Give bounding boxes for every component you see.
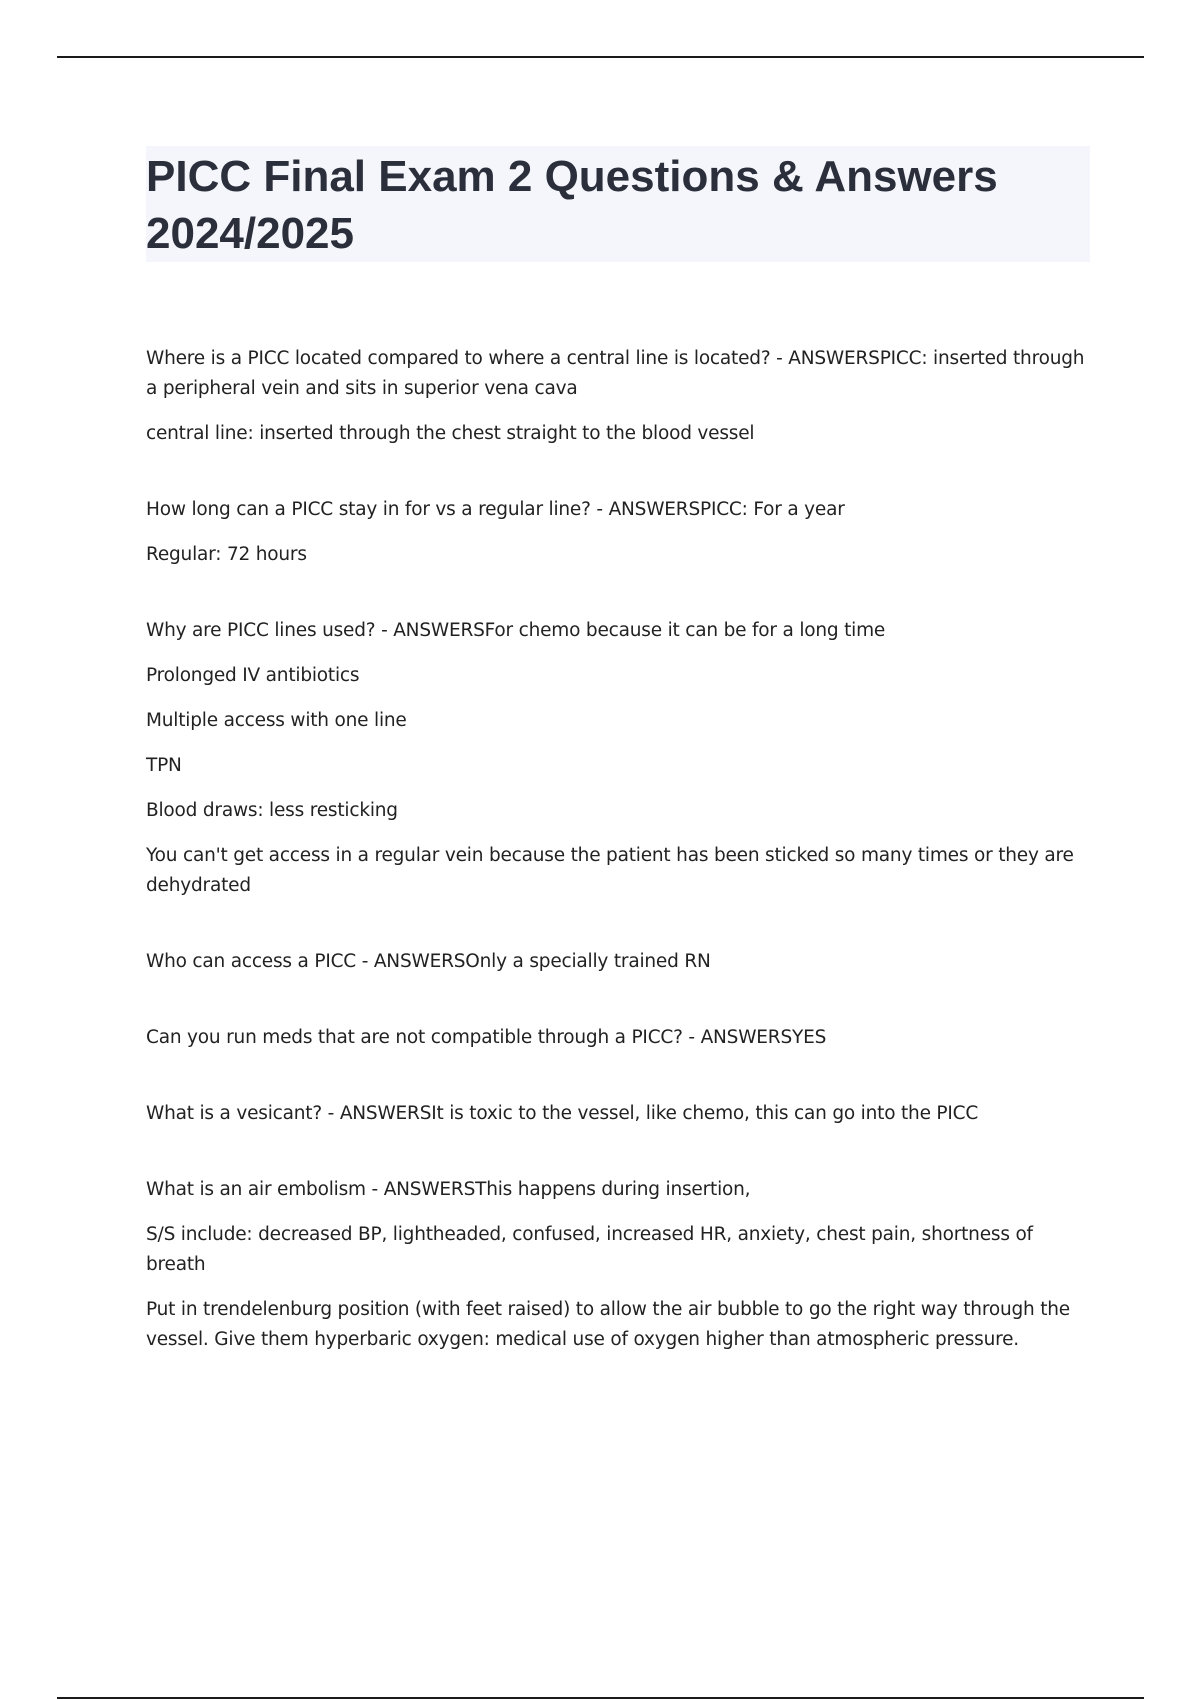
qa-block-1 bbox=[146, 344, 1096, 449]
qa-block-6 bbox=[146, 1099, 1096, 1129]
qa-paragraph: Regular: 72 hours bbox=[146, 544, 307, 565]
qa-paragraph: Where is a PICC located compared to where a central line is located? - ANSWERSPICC: inserted through a peripheral vein and sits in superior vena cava bbox=[146, 348, 1085, 399]
qa-paragraph: Who can access a PICC - ANSWERSOnly a specially trained RN bbox=[146, 951, 711, 972]
qa-paragraph: You can't get access in a regular vein because the patient has been sticked so many times or they are dehydrated bbox=[146, 845, 1074, 896]
qa-paragraph: Blood draws: less resticking bbox=[146, 800, 398, 821]
qa-paragraph: Why are PICC lines used? - ANSWERSFor chemo because it can be for a long time bbox=[146, 620, 886, 641]
qa-block-7 bbox=[146, 1175, 1096, 1355]
qa-block-3 bbox=[146, 616, 1096, 901]
qa-paragraph: Multiple access with one line bbox=[146, 710, 407, 731]
qa-paragraph: How long can a PICC stay in for vs a regular line? - ANSWERSPICC: For a year bbox=[146, 499, 845, 520]
qa-paragraph: TPN bbox=[146, 755, 182, 776]
top-divider bbox=[57, 56, 1144, 58]
bottom-divider bbox=[57, 1697, 1144, 1699]
qa-paragraph: Prolonged IV antibiotics bbox=[146, 665, 360, 686]
document-title: PICC Final Exam 2 Questions & Answers 2024/2025 bbox=[146, 152, 998, 258]
qa-paragraph: S/S include: decreased BP, lightheaded, confused, increased HR, anxiety, chest pain, shortness of breath bbox=[146, 1224, 1033, 1275]
qa-paragraph: What is an air embolism - ANSWERSThis happens during insertion, bbox=[146, 1179, 751, 1200]
qa-block-5 bbox=[146, 1023, 1096, 1053]
qa-block-4 bbox=[146, 947, 1096, 977]
qa-paragraph: central line: inserted through the chest straight to the blood vessel bbox=[146, 423, 755, 444]
qa-paragraph: Can you run meds that are not compatible through a PICC? - ANSWERSYES bbox=[146, 1027, 827, 1048]
qa-paragraph: What is a vesicant? - ANSWERSIt is toxic to the vessel, like chemo, this can go into the PICC bbox=[146, 1103, 979, 1124]
qa-block-2 bbox=[146, 495, 1096, 570]
qa-paragraph: Put in trendelenburg position (with feet raised) to allow the air bubble to go the right way through the vessel. Give them hyperbaric oxygen: medical use of oxygen higher than atmospheric pressure. bbox=[146, 1299, 1070, 1350]
title-banner bbox=[146, 146, 1090, 262]
qa-content bbox=[146, 344, 1096, 1401]
